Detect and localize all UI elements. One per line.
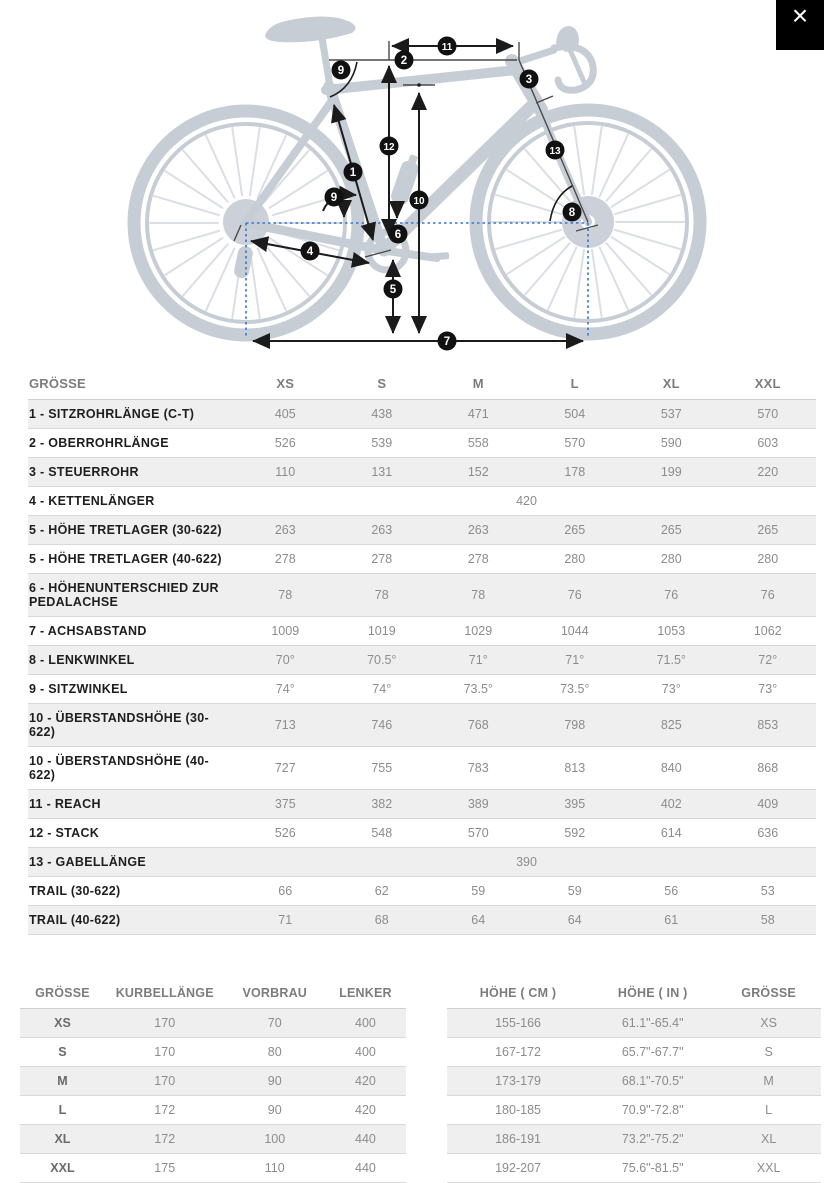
measurement-badge — [520, 70, 539, 89]
bottom-tables — [20, 977, 824, 1183]
value-cell: 1044 — [527, 617, 624, 646]
value-cell: 172 — [105, 1125, 225, 1154]
value-cell: 570 — [720, 400, 817, 429]
value-cell: 868 — [720, 747, 817, 790]
value-cell: 402 — [623, 790, 720, 819]
bike-geometry-diagram — [0, 0, 824, 358]
value-cell: 526 — [237, 429, 334, 458]
value-cell: 438 — [334, 400, 431, 429]
value-cell: 56 — [623, 877, 720, 906]
value-cell: 755 — [334, 747, 431, 790]
row-label: TRAIL (30-622) — [28, 877, 237, 906]
value-cell: 76 — [720, 574, 817, 617]
measurement-badge — [332, 61, 351, 80]
value-cell: 170 — [105, 1009, 225, 1038]
svg-text:9: 9 — [337, 64, 345, 77]
svg-text:9: 9 — [330, 191, 338, 204]
value-cell: 1009 — [237, 617, 334, 646]
table-row — [447, 1009, 821, 1038]
table-row — [20, 1096, 406, 1125]
value-cell: 1029 — [430, 617, 527, 646]
size-label: XXL — [20, 1154, 105, 1183]
row-label: 4 - KETTENLÄNGER — [28, 487, 237, 516]
value-cell: 558 — [430, 429, 527, 458]
table-row — [28, 545, 816, 574]
value-cell: 186-191 — [447, 1125, 589, 1154]
svg-text:5: 5 — [389, 283, 397, 296]
value-cell: 768 — [430, 704, 527, 747]
svg-text:13: 13 — [549, 145, 561, 157]
value-cell: 152 — [430, 458, 527, 487]
value-cell: 73° — [623, 675, 720, 704]
value-cell: 71 — [237, 906, 334, 935]
value-cell-span: 390 — [237, 848, 816, 877]
column-header: XL — [623, 366, 720, 400]
value-cell: 570 — [430, 819, 527, 848]
table-row — [28, 877, 816, 906]
table-row — [28, 790, 816, 819]
value-cell: 592 — [527, 819, 624, 848]
measurement-badge — [380, 137, 399, 156]
table-row — [20, 1154, 406, 1183]
value-cell: 746 — [334, 704, 431, 747]
value-cell: 400 — [325, 1038, 406, 1067]
value-cell: 155-166 — [447, 1009, 589, 1038]
measurement-badge — [438, 37, 457, 56]
value-cell: 825 — [623, 704, 720, 747]
table-row — [447, 1096, 821, 1125]
table-row — [20, 1038, 406, 1067]
size-label: S — [716, 1038, 821, 1067]
svg-text:10: 10 — [413, 195, 425, 207]
row-label: 9 - SITZWINKEL — [28, 675, 237, 704]
table-row — [28, 906, 816, 935]
size-label: XL — [716, 1125, 821, 1154]
row-label: 11 - REACH — [28, 790, 237, 819]
value-cell: 61.1"-65.4" — [589, 1009, 716, 1038]
column-header: XS — [237, 366, 334, 400]
value-cell: 375 — [237, 790, 334, 819]
geometry-table-section — [28, 366, 816, 935]
value-cell: 713 — [237, 704, 334, 747]
size-label: XXL — [716, 1154, 821, 1183]
value-cell: 64 — [527, 906, 624, 935]
value-cell: 76 — [527, 574, 624, 617]
value-cell: 1053 — [623, 617, 720, 646]
value-cell: 614 — [623, 819, 720, 848]
size-label: XS — [20, 1009, 105, 1038]
value-cell: 727 — [237, 747, 334, 790]
value-cell: 280 — [623, 545, 720, 574]
value-cell: 78 — [430, 574, 527, 617]
value-cell: 71.5° — [623, 646, 720, 675]
table-row — [28, 704, 816, 747]
value-cell: 840 — [623, 747, 720, 790]
value-cell: 280 — [720, 545, 817, 574]
table-row — [28, 429, 816, 458]
value-cell: 68 — [334, 906, 431, 935]
table-row — [28, 574, 816, 617]
column-header: GRÖSSE — [716, 977, 821, 1009]
svg-text:6: 6 — [394, 228, 402, 241]
components-table — [20, 977, 406, 1183]
column-header: L — [527, 366, 624, 400]
value-cell: 170 — [105, 1067, 225, 1096]
svg-text:4: 4 — [306, 245, 314, 258]
value-cell: 71° — [430, 646, 527, 675]
column-header: S — [334, 366, 431, 400]
table-row — [28, 516, 816, 545]
svg-text:7: 7 — [443, 335, 451, 348]
measurement-badge — [344, 163, 363, 182]
value-cell: 400 — [325, 1009, 406, 1038]
value-cell: 170 — [105, 1038, 225, 1067]
value-cell: 278 — [237, 545, 334, 574]
value-cell: 263 — [334, 516, 431, 545]
row-label: 5 - HÖHE TRETLAGER (30-622) — [28, 516, 237, 545]
row-label: 8 - LENKWINKEL — [28, 646, 237, 675]
svg-text:8: 8 — [568, 206, 576, 219]
column-header: HÖHE ( CM ) — [447, 977, 589, 1009]
value-cell: 265 — [720, 516, 817, 545]
value-cell: 173-179 — [447, 1067, 589, 1096]
table-row — [28, 747, 816, 790]
value-cell: 68.1"-70.5" — [589, 1067, 716, 1096]
measurement-badge — [389, 225, 408, 244]
table-row — [20, 1125, 406, 1154]
close-icon: × — [791, 0, 809, 31]
size-label: L — [716, 1096, 821, 1125]
value-cell: 278 — [334, 545, 431, 574]
value-cell: 853 — [720, 704, 817, 747]
value-cell: 471 — [430, 400, 527, 429]
value-cell: 131 — [334, 458, 431, 487]
value-cell: 278 — [430, 545, 527, 574]
value-cell: 220 — [720, 458, 817, 487]
value-cell: 73° — [720, 675, 817, 704]
size-label: M — [20, 1067, 105, 1096]
row-label: 10 - ÜBERSTANDSHÖHE (30-622) — [28, 704, 237, 747]
value-cell: 74° — [334, 675, 431, 704]
measurement-badge — [563, 203, 582, 222]
value-cell: 59 — [527, 877, 624, 906]
size-label: M — [716, 1067, 821, 1096]
value-cell: 405 — [237, 400, 334, 429]
value-cell: 70 — [225, 1009, 325, 1038]
value-cell: 76 — [623, 574, 720, 617]
measurement-badge — [410, 191, 429, 210]
table-row — [20, 1067, 406, 1096]
value-cell: 90 — [225, 1096, 325, 1125]
column-header: GRÖSSE — [20, 977, 105, 1009]
value-cell: 548 — [334, 819, 431, 848]
value-cell: 180-185 — [447, 1096, 589, 1125]
column-header: XXL — [720, 366, 817, 400]
table-row — [447, 1038, 821, 1067]
svg-text:3: 3 — [525, 73, 533, 86]
value-cell: 526 — [237, 819, 334, 848]
value-cell: 90 — [225, 1067, 325, 1096]
table-row — [447, 1125, 821, 1154]
measurement-badge — [546, 141, 565, 160]
table-row — [28, 848, 816, 877]
value-cell: 263 — [430, 516, 527, 545]
value-cell: 263 — [237, 516, 334, 545]
row-label: 13 - GABELLÄNGE — [28, 848, 237, 877]
table-row — [20, 1009, 406, 1038]
value-cell: 80 — [225, 1038, 325, 1067]
value-cell: 265 — [527, 516, 624, 545]
value-cell: 420 — [325, 1096, 406, 1125]
value-cell: 167-172 — [447, 1038, 589, 1067]
bike-silhouette — [134, 16, 700, 335]
row-label: 12 - STACK — [28, 819, 237, 848]
value-cell: 636 — [720, 819, 817, 848]
value-cell: 440 — [325, 1125, 406, 1154]
value-cell: 590 — [623, 429, 720, 458]
value-cell: 265 — [623, 516, 720, 545]
close-button[interactable] — [776, 0, 824, 50]
value-cell: 100 — [225, 1125, 325, 1154]
value-cell: 389 — [430, 790, 527, 819]
row-label: TRAIL (40-622) — [28, 906, 237, 935]
table-row — [447, 1067, 821, 1096]
value-cell: 395 — [527, 790, 624, 819]
value-cell: 1062 — [720, 617, 817, 646]
value-cell: 172 — [105, 1096, 225, 1125]
geometry-table — [28, 366, 816, 935]
value-cell: 280 — [527, 545, 624, 574]
geometry-table-header-row — [28, 366, 816, 400]
value-cell: 72° — [720, 646, 817, 675]
svg-text:2: 2 — [400, 54, 408, 67]
svg-text:11: 11 — [441, 41, 453, 53]
svg-text:12: 12 — [383, 141, 395, 153]
value-cell: 73.2"-75.2" — [589, 1125, 716, 1154]
value-cell: 798 — [527, 704, 624, 747]
value-cell: 74° — [237, 675, 334, 704]
table-row — [28, 458, 816, 487]
value-cell: 504 — [527, 400, 624, 429]
value-cell: 62 — [334, 877, 431, 906]
column-header: GRÖSSE — [28, 366, 237, 400]
value-cell: 73.5° — [527, 675, 624, 704]
row-label: 1 - SITZROHRLÄNGE (C-T) — [28, 400, 237, 429]
value-cell: 65.7"-67.7" — [589, 1038, 716, 1067]
value-cell: 178 — [527, 458, 624, 487]
value-cell: 64 — [430, 906, 527, 935]
row-label: 5 - HÖHE TRETLAGER (40-622) — [28, 545, 237, 574]
value-cell: 70.5° — [334, 646, 431, 675]
table-row — [28, 617, 816, 646]
value-cell: 783 — [430, 747, 527, 790]
value-cell: 192-207 — [447, 1154, 589, 1183]
value-cell: 199 — [623, 458, 720, 487]
size-label: XL — [20, 1125, 105, 1154]
value-cell: 61 — [623, 906, 720, 935]
row-label: 7 - ACHSABSTAND — [28, 617, 237, 646]
components-table-header-row — [20, 977, 406, 1009]
measurement-badge — [395, 51, 414, 70]
value-cell: 440 — [325, 1154, 406, 1183]
value-cell: 59 — [430, 877, 527, 906]
value-cell: 603 — [720, 429, 817, 458]
row-label: 10 - ÜBERSTANDSHÖHE (40-622) — [28, 747, 237, 790]
table-row — [28, 646, 816, 675]
row-label: 2 - OBERROHRLÄNGE — [28, 429, 237, 458]
value-cell: 53 — [720, 877, 817, 906]
value-cell: 382 — [334, 790, 431, 819]
value-cell: 1019 — [334, 617, 431, 646]
value-cell: 75.6"-81.5" — [589, 1154, 716, 1183]
value-cell-span: 420 — [237, 487, 816, 516]
measurement-badge — [438, 332, 457, 351]
value-cell: 73.5° — [430, 675, 527, 704]
column-header: KURBELLÄNGE — [105, 977, 225, 1009]
size-label: L — [20, 1096, 105, 1125]
value-cell: 66 — [237, 877, 334, 906]
value-cell: 58 — [720, 906, 817, 935]
value-cell: 539 — [334, 429, 431, 458]
value-cell: 110 — [237, 458, 334, 487]
svg-text:1: 1 — [349, 166, 357, 179]
value-cell: 409 — [720, 790, 817, 819]
column-header: M — [430, 366, 527, 400]
column-header: HÖHE ( IN ) — [589, 977, 716, 1009]
value-cell: 70.9"-72.8" — [589, 1096, 716, 1125]
value-cell: 71° — [527, 646, 624, 675]
table-row — [447, 1154, 821, 1183]
size-label: XS — [716, 1009, 821, 1038]
value-cell: 70° — [237, 646, 334, 675]
value-cell: 537 — [623, 400, 720, 429]
measurement-badge — [325, 188, 344, 207]
measurement-badge — [384, 280, 403, 299]
value-cell: 420 — [325, 1067, 406, 1096]
column-header: LENKER — [325, 977, 406, 1009]
column-header: VORBRAU — [225, 977, 325, 1009]
sizing-table-header-row — [447, 977, 821, 1009]
row-label: 3 - STEUERROHR — [28, 458, 237, 487]
value-cell: 78 — [237, 574, 334, 617]
row-label: 6 - HÖHENUNTERSCHIED ZUR PEDALACHSE — [28, 574, 237, 617]
table-row — [28, 819, 816, 848]
table-row — [28, 487, 816, 516]
value-cell: 110 — [225, 1154, 325, 1183]
table-row — [28, 675, 816, 704]
sizing-table — [447, 977, 821, 1183]
value-cell: 175 — [105, 1154, 225, 1183]
measurement-badge — [301, 242, 320, 261]
table-row — [28, 400, 816, 429]
value-cell: 570 — [527, 429, 624, 458]
value-cell: 78 — [334, 574, 431, 617]
value-cell: 813 — [527, 747, 624, 790]
size-label: S — [20, 1038, 105, 1067]
bike-geometry-svg — [0, 0, 824, 358]
